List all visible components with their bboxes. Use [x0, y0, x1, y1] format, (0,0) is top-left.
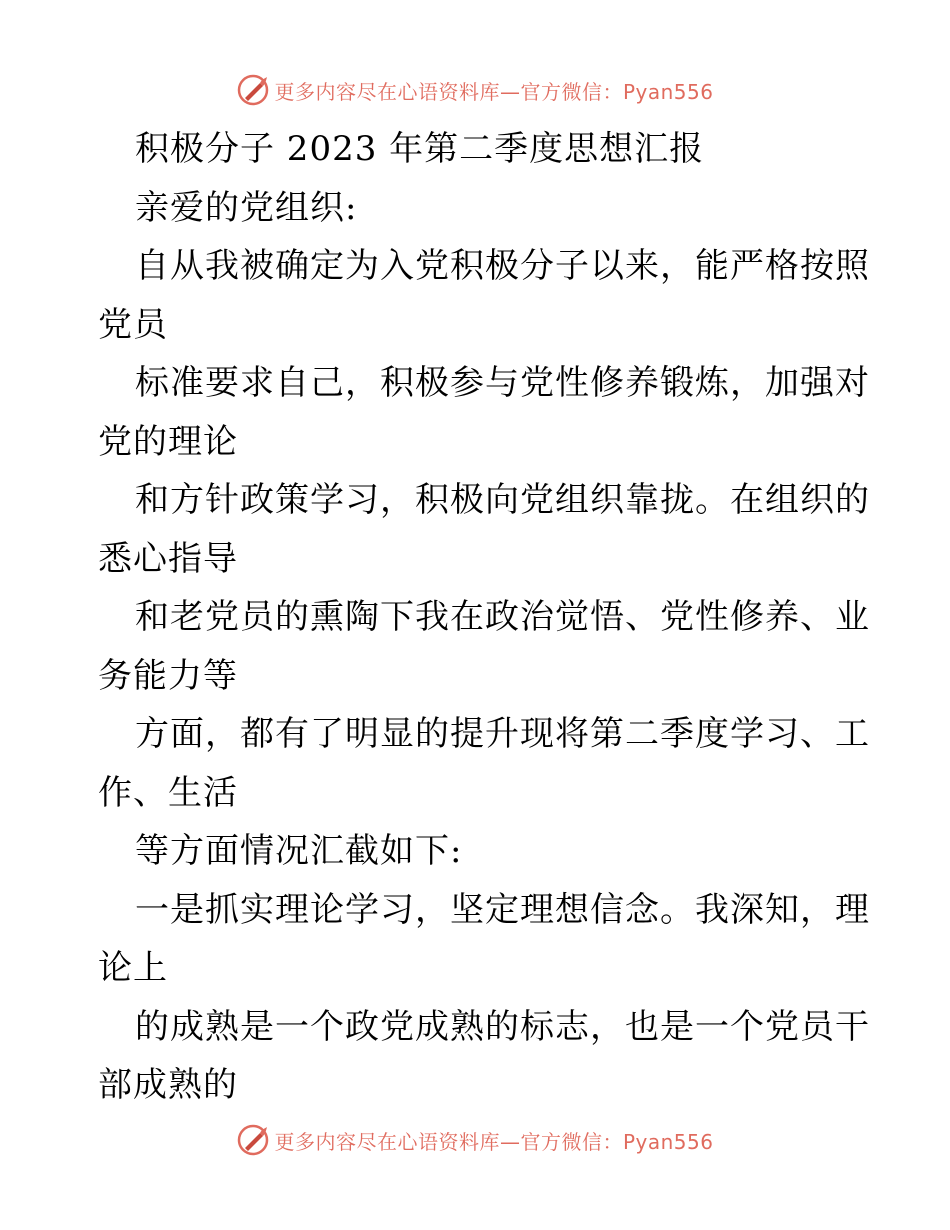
paragraph-line: 党的理论 — [98, 421, 238, 462]
paragraph-line: 论上 — [98, 948, 168, 988]
feather-pen-logo-icon — [236, 73, 270, 107]
paragraph-line: 自从我被确定为入党积极分子以来，能严格按照 — [135, 246, 870, 286]
header-watermark-banner — [0, 70, 950, 110]
watermark-text: 更多内容尽在心语资料库—官方微信：Pyan556 — [274, 1129, 714, 1154]
paragraph-line: 等方面情况汇截如下: — [135, 831, 463, 871]
paragraph-line: 部成熟的 — [98, 1065, 238, 1105]
paragraph-line: 一是抓实理论学习，坚定理想信念。我深知，理 — [135, 889, 870, 930]
paragraph-line: 党员 — [98, 304, 168, 345]
document-body — [98, 120, 870, 1115]
paragraph-line: 悉心指导 — [98, 538, 238, 579]
paragraph-line: 方面，都有了明显的提升现将第二季度学习、工 — [135, 714, 870, 754]
paragraph-line: 务能力等 — [98, 655, 238, 696]
paragraph-line: 标准要求自己，积极参与党性修养锻炼，加强对 — [135, 363, 870, 403]
paragraph-line: 和老党员的熏陶下我在政治觉悟、党性修养、业 — [135, 597, 870, 637]
paragraph-line: 作、生活 — [98, 772, 238, 813]
paragraph-line: 和方针政策学习，积极向党组织靠拢。在组织的 — [135, 480, 870, 520]
paragraph-line: 的成熟是一个政党成熟的标志，也是一个党员干 — [135, 1006, 870, 1047]
footer-watermark-banner — [0, 1120, 950, 1160]
document-title: 积极分子 2023 年第二季度思想汇报 — [135, 129, 705, 169]
watermark-text: 更多内容尽在心语资料库—官方微信：Pyan556 — [274, 79, 714, 104]
salutation: 亲爱的党组织: — [135, 187, 358, 228]
feather-pen-logo-icon — [236, 1123, 270, 1157]
